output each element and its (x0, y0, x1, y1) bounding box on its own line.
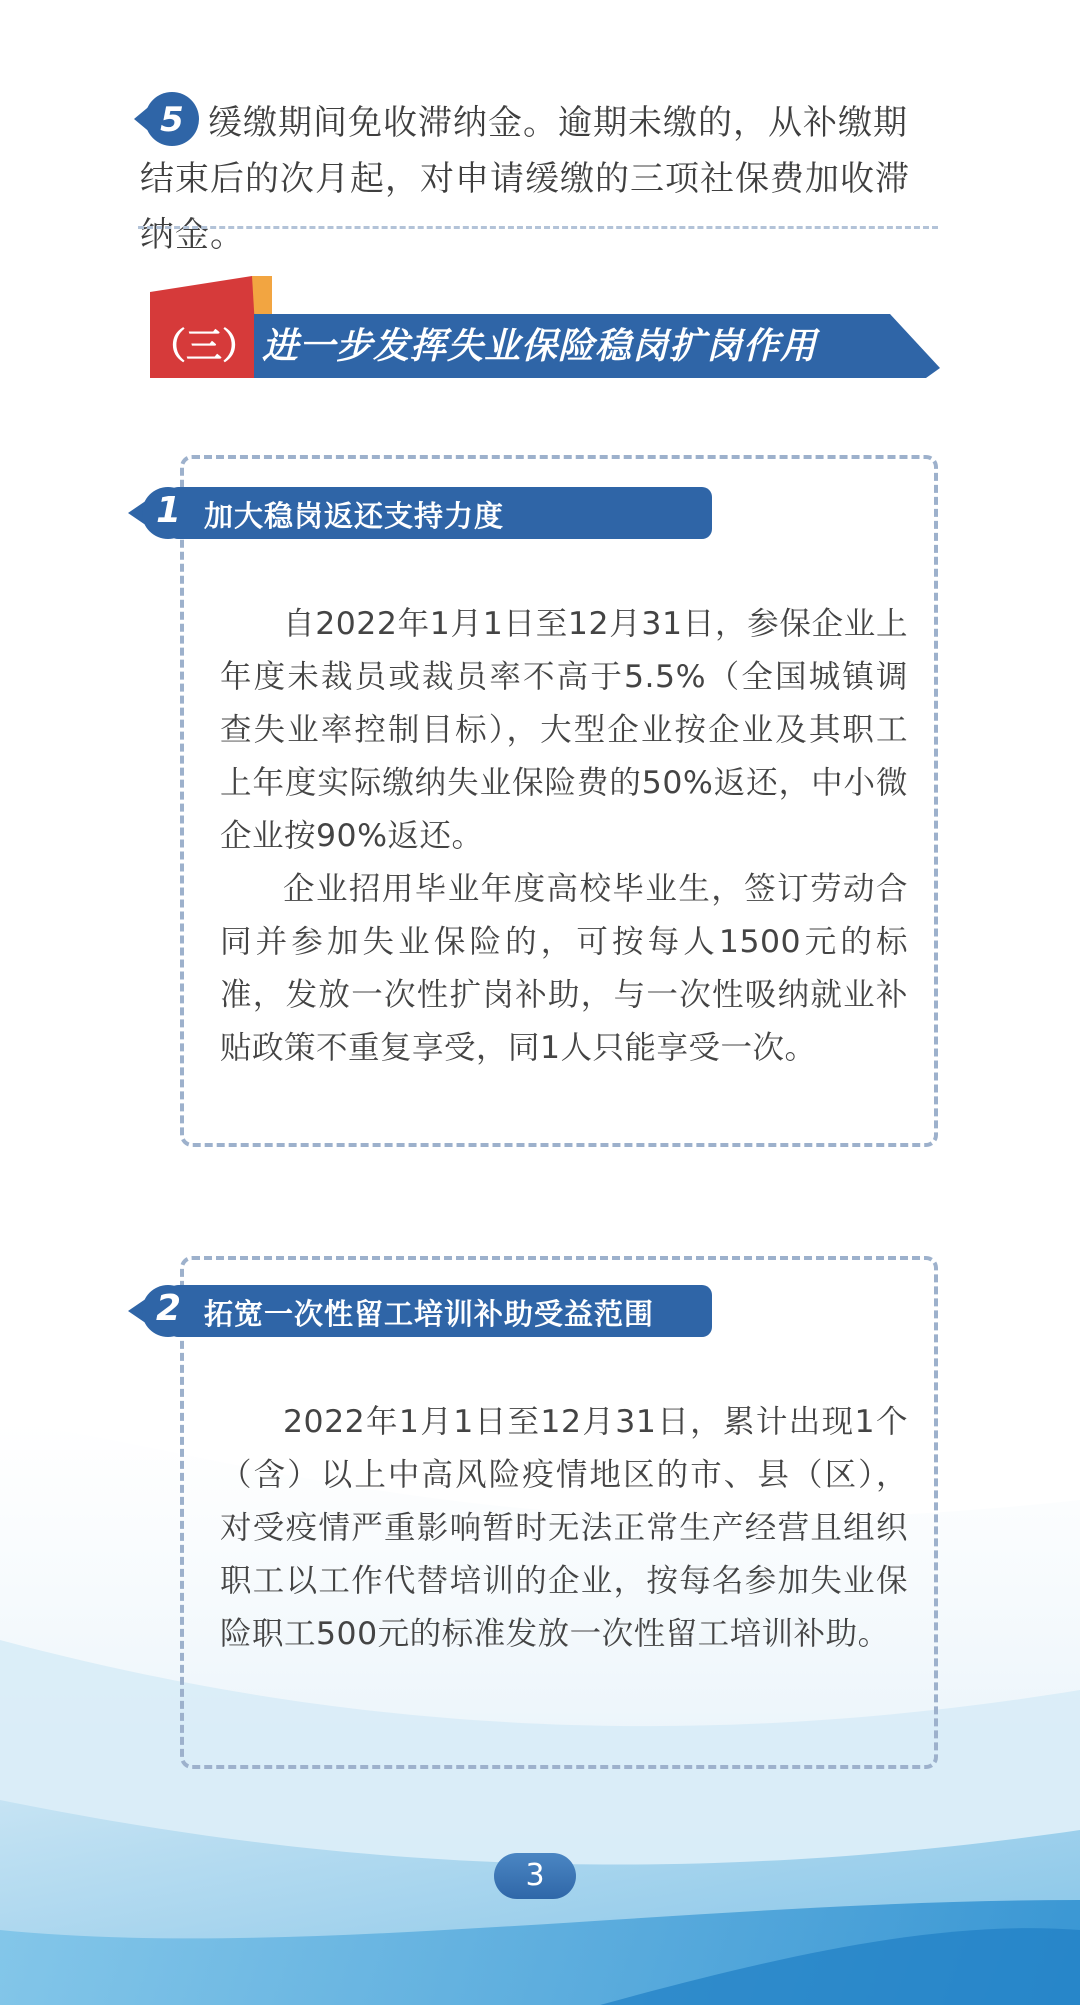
card1-ribbon (128, 484, 718, 546)
card1-body (220, 598, 908, 1075)
section-header (150, 272, 940, 382)
section-title: 进一步发挥失业保险稳岗扩岗作用 (262, 326, 818, 367)
item-number-badge (132, 90, 204, 148)
card2-number: 2 (156, 1288, 182, 1329)
card2-ribbon (128, 1282, 718, 1344)
card1-paragraph-1: 自2022年1月1日至12月31日，参保企业上年度未裁员或裁员率不高于5.5%（全国城镇调查失业率控制目标），大型企业按企业及其职工上年度实际缴纳失业保险费的50%返还，中小微企业按90%返还。 (220, 606, 908, 854)
item5-number: 5 (160, 100, 184, 140)
card2-paragraph-1: 2022年1月1日至12月31日，累计出现1个（含）以上中高风险疫情地区的市、县（区），对受疫情严重影响暂时无法正常生产经营且组织职工以工作代替培训的企业，按每名参加失业保险职工500元的标准发放一次性留工培训补助。 (220, 1404, 908, 1652)
section-label: （三） (150, 326, 259, 367)
card1-paragraph-2: 企业招用毕业年度高校毕业生，签订劳动合同并参加失业保险的，可按每人1500元的标准，发放一次性扩岗补助，与一次性吸纳就业补贴政策不重复享受，同1人只能享受一次。 (220, 871, 908, 1066)
item5-text (140, 95, 940, 263)
card2-body (220, 1396, 908, 1661)
dashed-divider (138, 226, 938, 229)
card1-number: 1 (156, 490, 182, 531)
item5-text-content: 缓缴期间免收滞纳金。逾期未缴的，从补缴期结束后的次月起，对申请缓缴的三项社保费加收滞纳金。 (140, 103, 910, 255)
card1-title: 加大稳岗返还支持力度 (204, 499, 505, 533)
page-number: 3 (494, 1853, 576, 1899)
card2-title: 拓宽一次性留工培训补助受益范围 (204, 1297, 655, 1331)
